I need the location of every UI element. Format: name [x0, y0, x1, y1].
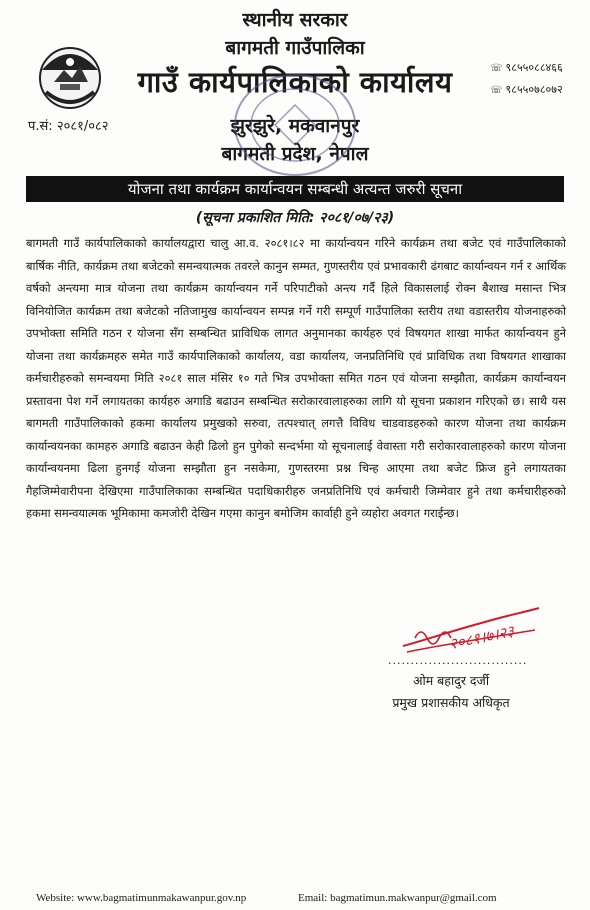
letterhead-province: बागमती प्रदेश, नेपाल — [221, 143, 369, 165]
footer-email: Email: bagmatimun.makwanpur@gmail.com — [298, 892, 497, 904]
signatory-name: ओम बहादुर दर्जी — [412, 673, 490, 688]
reference-number: प.सं: २०८१/०८२ — [28, 119, 109, 134]
footer-website: Website: www.bagmatimunmakawanpur.gov.np — [36, 892, 247, 904]
handwritten-signature — [395, 600, 545, 660]
signature-line: ............................... — [388, 654, 528, 667]
letterhead-address: झुरझुरे, मकवानपुर — [230, 115, 360, 137]
published-date: (सूचना प्रकाशित मिति: २०८१/०७/२३) — [195, 210, 395, 226]
letterhead-office: गाउँ कार्यपालिकाको कार्यालय — [137, 65, 453, 99]
letterhead-line1: स्थानीय सरकार — [242, 9, 348, 31]
svg-text:२०८१।७।२३: २०८१।७।२३ — [447, 621, 516, 654]
phone-number: ☏ ९८५५०७८०७२ — [490, 83, 563, 96]
notice-title-banner: योजना तथा कार्यक्रम कार्यान्वयन सम्बन्धी अत्यन्त जरुरी सूचना — [26, 176, 564, 202]
signatory-title: प्रमुख प्रशासकीय अधिकृत — [392, 695, 510, 710]
phone-number: ☏ ९८५५०८८४६६ — [490, 61, 563, 74]
phone-icon: ☏ — [490, 85, 503, 96]
phone-icon: ☏ — [490, 63, 503, 74]
letterhead-municipality: बागमती गाउँपालिका — [225, 37, 365, 59]
notice-body: बागमती गाउँ कार्यपालिकाको कार्यालयद्वारा चालु आ.व. २०८१।८२ मा कार्यान्वयन गरिने कार्यक्रम तथा बजेट एवं गाउँपालिकाको बार्षिक नीति, कार्यक्रम तथा बजेटको समन्वयात्मक तवरले कानुन सम्मत, गुणस्तरीय एवं प्रभावकारी ढंगबाट कार्यान्वयन गर्न र आर्थिक वर्षको अन्त्यमा मात्र योजना तथा कार्यक्रम कार्यान्वयन गर्ने परिपाटीको अन्त्य गर्दै हिले विकासलाई रोक्न बैशाख मसान्त भित्र विनियोजित कार्यक्रम तथा बजेटको नतिजामुख कार्यान्वयन सम्पन्न गर्ने गरी सम्पूर्ण गाउँपालिका स्तरीय तथा वडास्तरीय योजनाहरुको उपभोक्ता समिति गठन र योजना सँग सम्बन्धित प्राविधिक लागत अनुमानका कार्यहरु एवं विषयगत शाखा मार्फत कार्यान्वयन हुने योजना तथा कार्यक्रमहरु समेत गाउँ कार्यपालिकाको कार्यालय, वडा कार्यालय, जनप्रतिनिधि एवं प्राविधिक तथा विषयगत शाखाका कर्मचारीहरुको समन्वयमा मिति २०८१ साल मंसिर १० गते भित्र उपभोक्ता समित गठन एवं योजना सम्झौता, कार्यक्रम कार्यान्वयन प्रस्तावना पेश गर्ने लगायतका कार्यहरु अगाडि बढाउन सम्बन्धित सरोकारवालाहरुका लागि यो सूचना प्रकाशन गरिएको छ। साथै यस बागमती गाउँपालिकाको हकमा कार्यालय प्रमुखको सरुवा, तत्पश्चात् लगत्तै विविध चाडवाडहरुको कारण योजना तथा कार्यक्रम कार्यान्वयनका कामहरु अगाडि बढाउन केही ढिलो हुन पुगेको सन्दर्भमा यो सूचनालाई वेवास्ता गरी सरोकारवालाहरुको कारण योजना कार्यान्वयनमा ढिला हुनगई योजना सम्झौता हुन नसकेमा, गुणस्तरमा प्रश्न चिन्ह आएमा तथा बजेट फ्रिज हुने लगायतका गैहजिम्मेवारीपना देखिएमा गाउँपालिकाका सम्बन्धित पदाधिकारीहरु जनप्रतिनिधि एवं कर्मचारी जिम्मेवार हुने तथा कर्मचारीहरुको हकमा समन्वयात्मक भूमिकामा कमजोरी देखिन गएमा कानुन बमोजिम कार्वाही हुने व्यहोरा अवगत गराईन्छ। — [26, 236, 566, 520]
